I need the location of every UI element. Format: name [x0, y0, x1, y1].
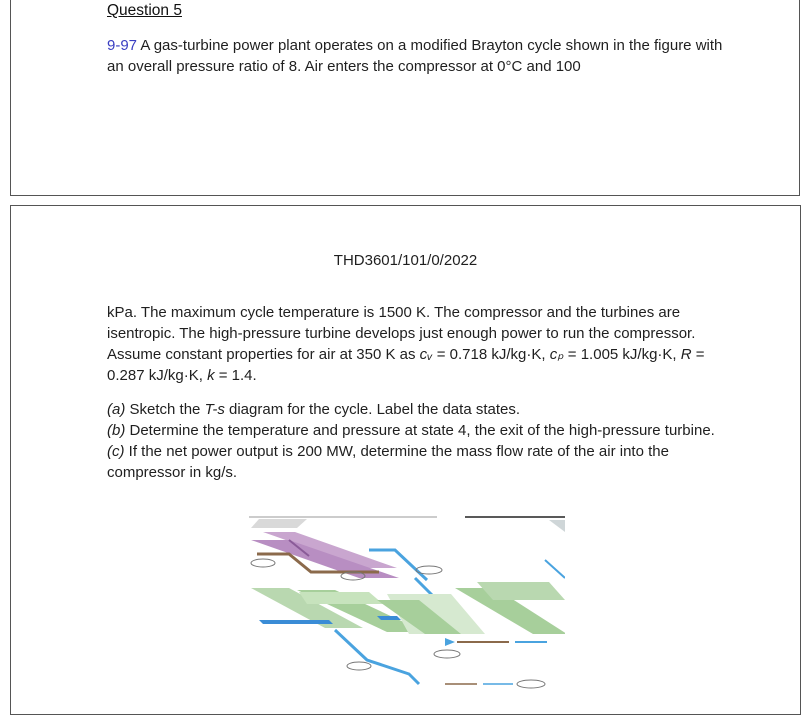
state-marker	[251, 559, 275, 567]
state-marker	[517, 680, 545, 688]
problem-number: 9-97	[107, 37, 138, 54]
part-c	[107, 441, 717, 483]
cv-symbol: cᵥ	[419, 346, 433, 363]
continuation-text-b: = 0.718 kJ/kg·K,	[432, 346, 550, 363]
state-marker	[347, 662, 371, 670]
part-a-post: diagram for the cycle. Label the data states.	[224, 401, 521, 418]
brayton-cycle-figure	[249, 516, 565, 696]
problem-parts	[107, 399, 717, 483]
part-b-label: (b)	[107, 422, 126, 439]
page-bottom	[10, 205, 801, 715]
air-duct	[259, 620, 333, 624]
part-b	[107, 420, 717, 441]
figure-corner-strip	[549, 520, 565, 532]
flow-arrow-icon	[445, 638, 455, 646]
state-marker	[416, 566, 442, 574]
part-a-label: (a)	[107, 401, 126, 418]
air-duct	[377, 616, 401, 620]
part-c-label: (c)	[107, 443, 125, 460]
continuation-text-e: = 1.4.	[214, 367, 257, 384]
continuation-text-d: = 0.287 kJ/kg·K,	[107, 346, 705, 384]
problem-intro	[107, 35, 727, 77]
part-b-text: Determine the temperature and pressure at state 4, the exit of the high-pressure turbine.	[125, 422, 715, 439]
problem-continuation	[107, 302, 707, 386]
flow-line	[545, 560, 565, 578]
page-top	[10, 0, 800, 196]
continuation-text-c: = 1.005 kJ/kg·K,	[563, 346, 681, 363]
problem-intro-text: A gas-turbine power plant operates on a modified Brayton cycle shown in the figure with an overall pressure ratio of 8. Air enters the compressor at 0°C and 100	[107, 37, 723, 75]
continuation-text-a: kPa. The maximum cycle temperature is 1500 K. The compressor and the turbines are isentropic. The high-pressure turbine develops just enough power to run the compressor. Assume constant properties for air at 350 K as	[107, 304, 696, 363]
k-symbol: k	[207, 367, 215, 384]
figure-strip	[251, 519, 307, 528]
compressor-highlight	[299, 592, 383, 604]
cp-symbol: cₚ	[549, 346, 564, 363]
exhaust-line	[335, 630, 419, 684]
part-a-emph: T-s	[204, 401, 225, 418]
part-a-pre: Sketch the	[125, 401, 205, 418]
question-title: Question 5	[107, 2, 182, 19]
r-symbol: R	[680, 346, 692, 363]
page-footer-code: THD3601/101/0/2022	[333, 252, 478, 269]
part-a	[107, 399, 717, 420]
state-marker	[434, 650, 460, 658]
part-c-text: If the net power output is 200 MW, determine the mass flow rate of the air into the compressor in kg/s.	[107, 443, 669, 481]
